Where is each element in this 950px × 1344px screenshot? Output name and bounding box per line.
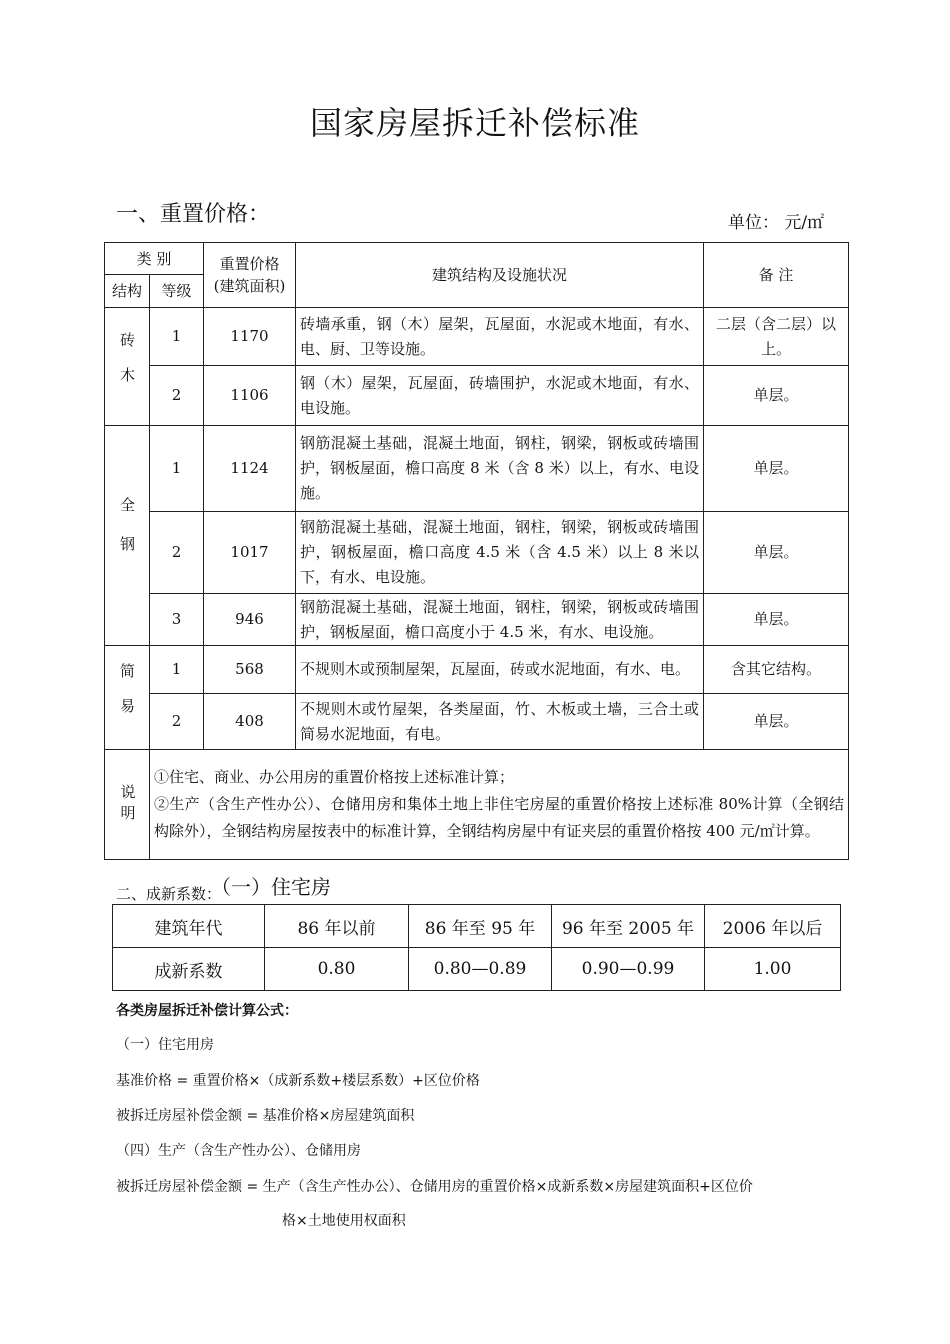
description-cell: 钢筋混凝土基础，混凝土地面，钢柱，钢梁，钢板或砖墙围护，钢板屋面，檐口高度小于 4.5 米，有水、电设施。 <box>296 594 704 646</box>
grade-cell: 2 <box>150 512 204 594</box>
note-cell: 二层（含二层）以上。 <box>704 308 849 366</box>
formula-line-production-compensation-cont: 格×土地使用权面积 <box>282 1213 406 1229</box>
formula-heading: 各类房屋拆迁补偿计算公式： <box>116 1003 298 1019</box>
header-price <box>204 243 296 308</box>
explain-label: 说明 <box>105 750 150 860</box>
note-cell: 单层。 <box>704 426 849 512</box>
description-cell: 不规则木或预制屋架，瓦屋面，砖或水泥地面，有水、电。 <box>296 646 704 694</box>
note-cell: 单层。 <box>704 594 849 646</box>
formula-line-compensation: 被拆迁房屋补偿金额 = 基准价格×房屋建筑面积 <box>116 1108 415 1124</box>
explain-line-2: ②生产（含生产性办公）、仓储用房和集体土地上非住宅房屋的重置价格按上述标准 80%计算（全钢结构除外），全钢结构房屋按表中的标准计算，全钢结构房屋中有证夹层的重置价格按 400 元/㎡计算。 <box>154 795 844 840</box>
grade-cell: 2 <box>150 366 204 426</box>
price-cell: 568 <box>204 646 296 694</box>
note-cell: 含其它结构。 <box>704 646 849 694</box>
header-structure: 结构 <box>105 275 150 308</box>
price-cell: 408 <box>204 694 296 750</box>
grade-cell: 1 <box>150 308 204 366</box>
grade-cell: 1 <box>150 646 204 694</box>
coef-value-cell: 0.90—0.99 <box>552 948 705 991</box>
explain-text <box>150 750 849 860</box>
header-description: 建筑结构及设施状况 <box>296 243 704 308</box>
price-cell: 1017 <box>204 512 296 594</box>
header-grade: 等级 <box>150 275 204 308</box>
formula-line-production-compensation: 被拆迁房屋补偿金额 = 生产（含生产性办公）、仓储用房的重置价格×成新系数×房屋建筑面积+区位价 <box>116 1179 753 1195</box>
coef-value-cell: 1.00 <box>705 948 841 991</box>
note-cell: 单层。 <box>704 694 849 750</box>
coef-value-cell: 成新系数 <box>113 948 265 991</box>
header-price-line1: 重置价格 <box>219 255 280 273</box>
description-cell: 钢（木）屋架，瓦屋面，砖墙围护，水泥或木地面，有水、电设施。 <box>296 366 704 426</box>
description-cell: 砖墙承重，钢（木）屋架，瓦屋面，水泥或木地面，有水、电、厨、卫等设施。 <box>296 308 704 366</box>
formula-line-residential: （一）住宅用房 <box>116 1037 214 1053</box>
newness-coefficient-table <box>112 904 841 991</box>
price-cell: 1170 <box>204 308 296 366</box>
price-cell: 1124 <box>204 426 296 512</box>
explain-line-1: ①住宅、商业、办公用房的重置价格按上述标准计算； <box>154 768 515 786</box>
unit-label: 单位： 元/㎡ <box>728 213 825 233</box>
header-price-line2: (建筑面积) <box>213 277 286 295</box>
formula-line-production: （四）生产（含生产性办公）、仓储用房 <box>116 1143 361 1159</box>
group-label-simple: 简易 <box>105 646 150 750</box>
header-category: 类 别 <box>105 243 204 275</box>
price-cell: 1106 <box>204 366 296 426</box>
group-label-all-steel: 全钢 <box>105 426 150 646</box>
section2-prefix: 二、成新系数： <box>116 885 222 903</box>
coef-header-cell: 96 年至 2005 年 <box>552 905 705 948</box>
description-cell: 不规则木或竹屋架，各类屋面，竹、木板或土墙，三合土或简易水泥地面，有电。 <box>296 694 704 750</box>
page-title: 国家房屋拆迁补偿标准 <box>309 104 640 142</box>
section2-subheading: （一）住宅房 <box>221 875 332 899</box>
price-cell: 946 <box>204 594 296 646</box>
coef-header-cell: 86 年至 95 年 <box>409 905 552 948</box>
grade-cell: 2 <box>150 694 204 750</box>
coef-header-cell: 2006 年以后 <box>705 905 841 948</box>
note-cell: 单层。 <box>704 512 849 594</box>
note-cell: 单层。 <box>704 366 849 426</box>
coef-header-cell: 建筑年代 <box>113 905 265 948</box>
grade-cell: 3 <box>150 594 204 646</box>
replacement-price-table <box>104 242 849 860</box>
header-note: 备 注 <box>704 243 849 308</box>
grade-cell: 1 <box>150 426 204 512</box>
coef-header-cell: 86 年以前 <box>265 905 409 948</box>
formula-line-base-price: 基准价格 = 重置价格×（成新系数+楼层系数）+区位价格 <box>116 1073 480 1089</box>
group-label-brick-wood: 砖木 <box>105 308 150 426</box>
description-cell: 钢筋混凝土基础，混凝土地面，钢柱，钢梁，钢板或砖墙围护，钢板屋面，檐口高度 4.5 米（含 4.5 米）以上 8 米以下，有水、电设施。 <box>296 512 704 594</box>
coef-value-cell: 0.80 <box>265 948 409 991</box>
coef-value-cell: 0.80—0.89 <box>409 948 552 991</box>
section-heading-newness <box>116 876 331 905</box>
section-heading-replacement-price: 一、重置价格： <box>116 202 271 227</box>
description-cell: 钢筋混凝土基础，混凝土地面，钢柱，钢梁，钢板或砖墙围护，钢板屋面，檐口高度 8 米（含 8 米）以上，有水、电设施。 <box>296 426 704 512</box>
